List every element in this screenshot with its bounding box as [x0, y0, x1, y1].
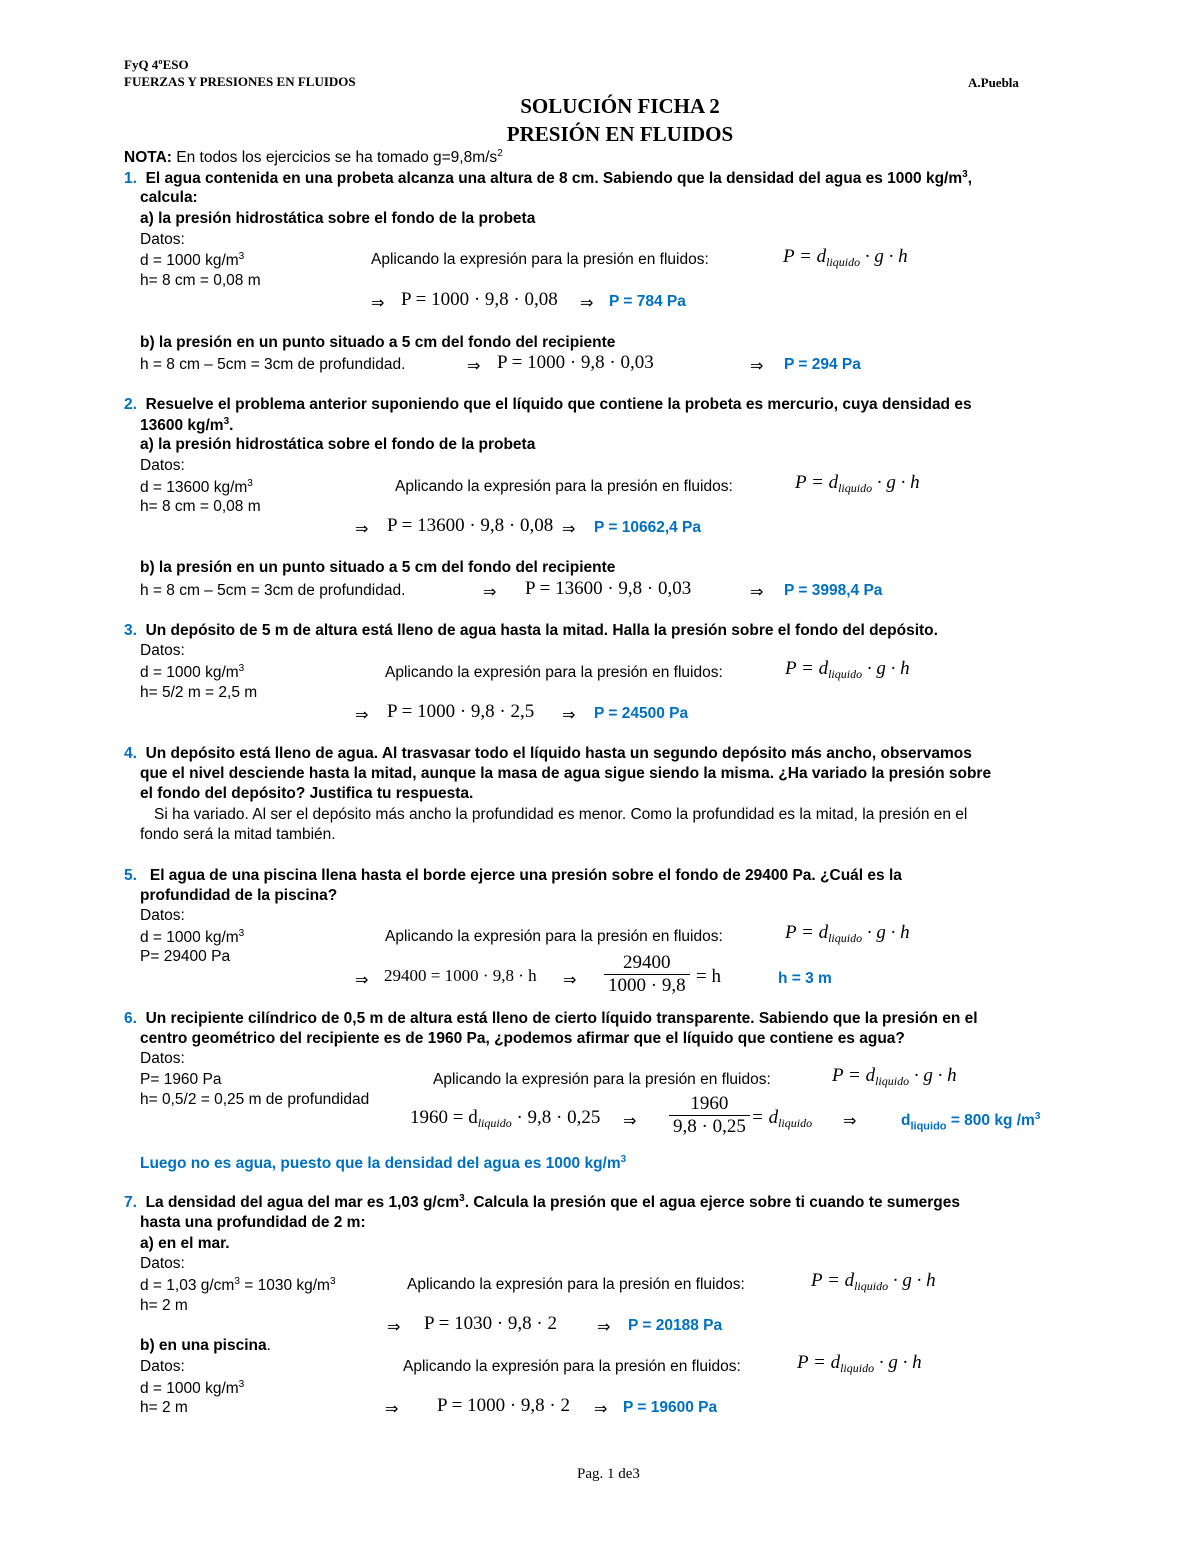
- ex7-question-cont: hasta una profundidad de 2 m:: [140, 1214, 366, 1231]
- ex6-fraction-result: = $d_{liquido}$: [751, 1107, 813, 1130]
- aplicando-text: Aplicando la expresión para la presión en fluidos:: [385, 664, 723, 681]
- ex7-b-label: b) en una piscina.: [140, 1337, 271, 1354]
- arrow-icon: ⇒: [371, 293, 385, 312]
- arrow-icon: ⇒: [355, 705, 369, 724]
- aplicando-text: Aplicando la expresión para la presión en fluidos:: [407, 1276, 745, 1293]
- arrow-icon: ⇒: [387, 1317, 401, 1336]
- author-label: A.Puebla: [968, 75, 1019, 90]
- formula: $P = d_{liquido} \cdot g \cdot h$: [795, 472, 920, 495]
- arrow-icon: ⇒: [843, 1111, 857, 1130]
- nota: NOTA: En todos los ejercicios se ha tomado $g=9,8m/s^2$: [124, 148, 503, 167]
- page-number: Pag. 1 de3: [577, 1466, 640, 1482]
- ex2-a-equation: P = 13600 · 9,8 · 0,08: [387, 515, 554, 536]
- arrow-icon: ⇒: [597, 1317, 611, 1336]
- ex6-question: 6. Un recipiente cilíndrico de 0,5 m de altura está lleno de cierto líquido transparente. Sabiendo que la presión en el: [124, 1010, 978, 1027]
- datos-label: Datos:: [140, 457, 185, 474]
- ex4-answer: Si ha variado. Al ser el depósito más ancho la profundidad es menor. Como la profundidad es la mitad, la presión en el: [154, 806, 968, 823]
- ex3-question: 3. Un depósito de 5 m de altura está lleno de agua hasta la mitad. Halla la presión sobre el fondo del depósito.: [124, 622, 938, 639]
- ex7-question: 7. La densidad del agua del mar es 1,03 $g/cm^3$. Calcula la presión que el agua ejerce sobre ti cuando te sumerges: [124, 1193, 961, 1212]
- ex6-result: $d_{liquido} = 800$ kg $/m^3$: [901, 1111, 1041, 1133]
- ex1-density: d = 1000 $kg/m^3$: [140, 251, 245, 270]
- datos-label: Datos:: [140, 1050, 185, 1067]
- ex5-equation: 29400 = 1000 · 9,8 · h: [384, 966, 537, 985]
- formula: $P = d_{liquido} \cdot g \cdot h$: [783, 246, 908, 269]
- ex1-question: 1. El agua contenida en una probeta alcanza una altura de 8 cm. Sabiendo que la densidad del agua es 1000 $kg/m^3$,: [124, 169, 973, 188]
- ex5-question-cont: profundidad de la piscina?: [140, 887, 338, 904]
- unit-label: FUERZAS Y PRESIONES EN FLUIDOS: [124, 74, 356, 89]
- arrow-icon: ⇒: [750, 582, 764, 601]
- formula: $P = d_{liquido} \cdot g \cdot h$: [785, 922, 910, 945]
- ex3-density: d = 1000 $kg/m^3$: [140, 663, 245, 682]
- ex2-b-label: b) la presión en un punto situado a 5 cm del fondo del recipiente: [140, 559, 616, 576]
- ex5-density: d = 1000 $kg/m^3$: [140, 928, 245, 947]
- ex5-pressure: P= 29400 Pa: [140, 948, 231, 965]
- arrow-icon: ⇒: [355, 519, 369, 538]
- arrow-icon: ⇒: [483, 582, 497, 601]
- ex4-question: 4. Un depósito está lleno de agua. Al trasvasar todo el líquido hasta un segundo depósito más ancho, observamos: [124, 745, 972, 762]
- ex6-equation: $1960 = d_{liquido} \cdot 9,8 \cdot 0,25$: [410, 1107, 601, 1130]
- ex2-b-result: P = 3998,4 Pa: [784, 582, 883, 599]
- ex1-question-cont: calcula:: [140, 189, 198, 206]
- aplicando-text: Aplicando la expresión para la presión en fluidos:: [433, 1071, 771, 1088]
- ex7-a-height: h= 2 m: [140, 1297, 188, 1314]
- arrow-icon: ⇒: [355, 970, 369, 989]
- formula: $P = d_{liquido} \cdot g \cdot h$: [811, 1270, 936, 1293]
- aplicando-text: Aplicando la expresión para la presión en fluidos:: [403, 1358, 741, 1375]
- ex6-height: h= 0,5/2 = 0,25 m de profundidad: [140, 1091, 370, 1108]
- datos-label: Datos:: [140, 907, 185, 924]
- ex2-b-equation: P = 13600 · 9,8 · 0,03: [525, 578, 692, 599]
- ex1-b-height: h = 8 cm – 5cm = 3cm de profundidad.: [140, 356, 406, 373]
- ex2-height: h= 8 cm = 0,08 m: [140, 498, 261, 515]
- ex2-question-cont: 13600 $kg/m^3$.: [140, 416, 234, 435]
- ex5-fraction-result: = h: [696, 966, 721, 987]
- page-subtitle: PRESIÓN EN FLUIDOS: [506, 122, 734, 146]
- ex5-question: 5. El agua de una piscina llena hasta el borde ejerce una presión sobre el fondo de 29400 Pa. ¿Cuál es la: [124, 867, 902, 884]
- ex2-question: 2. Resuelve el problema anterior suponiendo que el líquido que contiene la probeta es mercurio, cuya densidad es: [124, 396, 972, 413]
- arrow-icon: ⇒: [563, 970, 577, 989]
- ex4-question-cont: que el nivel desciende hasta la mitad, aunque la masa de agua sigue siendo la misma. ¿Ha variado la presión sobre: [140, 765, 992, 782]
- datos-label: Datos:: [140, 642, 185, 659]
- aplicando-text: Aplicando la expresión para la presión en fluidos:: [371, 251, 709, 268]
- ex1-b-result: P = 294 Pa: [784, 356, 861, 373]
- ex3-result: P = 24500 Pa: [594, 705, 689, 722]
- ex2-density: d = 13600 $kg/m^3$: [140, 478, 253, 497]
- ex1-height: h= 8 cm = 0,08 m: [140, 272, 261, 289]
- formula: $P = d_{liquido} \cdot g \cdot h$: [797, 1352, 922, 1375]
- arrow-icon: ⇒: [750, 356, 764, 375]
- datos-label: Datos:: [140, 1255, 185, 1272]
- ex1-b-label: b) la presión en un punto situado a 5 cm del fondo del recipiente: [140, 334, 616, 351]
- ex7-a-density: d = 1,03 $g/cm^3 = 1030$ $kg/m^3$: [140, 1276, 336, 1295]
- ex7-a-label: a) en el mar.: [140, 1235, 230, 1252]
- aplicando-text: Aplicando la expresión para la presión en fluidos:: [395, 478, 733, 495]
- datos-label: Datos:: [140, 1358, 185, 1375]
- ex7-a-equation: P = 1030 · 9,8 · 2: [424, 1313, 557, 1334]
- ex1-b-equation: P = 1000 · 9,8 · 0,03: [497, 352, 654, 373]
- ex1-a-label: a) la presión hidrostática sobre el fondo de la probeta: [140, 210, 536, 227]
- arrow-icon: ⇒: [580, 293, 594, 312]
- arrow-icon: ⇒: [562, 705, 576, 724]
- ex7-b-height: h= 2 m: [140, 1399, 188, 1416]
- arrow-icon: ⇒: [623, 1111, 637, 1130]
- ex3-equation: P = 1000 · 9,8 · 2,5: [387, 701, 535, 722]
- arrow-icon: ⇒: [594, 1399, 608, 1418]
- ex4-answer-cont: fondo será la mitad también.: [140, 826, 336, 843]
- ex6-fraction: $\frac{1960}{9,8 \cdot 0,25}$: [669, 1093, 750, 1138]
- ex6-conclusion: Luego no es agua, puesto que la densidad del agua es 1000 $kg/m^3$: [140, 1154, 627, 1173]
- aplicando-text: Aplicando la expresión para la presión en fluidos:: [385, 928, 723, 945]
- ex2-a-label: a) la presión hidrostática sobre el fondo de la probeta: [140, 436, 536, 453]
- ex3-height: h= 5/2 m = 2,5 m: [140, 684, 258, 701]
- ex7-b-result: P = 19600 Pa: [623, 1399, 718, 1416]
- ex6-pressure: P= 1960 Pa: [140, 1071, 222, 1088]
- ex6-question-cont: centro geométrico del recipiente es de 1960 Pa, ¿podemos afirmar que el líquido que contiene es agua?: [140, 1030, 905, 1047]
- ex5-result: h = 3 m: [778, 970, 832, 987]
- ex2-a-result: P = 10662,4 Pa: [594, 519, 702, 536]
- ex4-question-cont: el fondo del depósito? Justifica tu respuesta.: [140, 785, 474, 802]
- arrow-icon: ⇒: [467, 356, 481, 375]
- ex1-a-equation: P = 1000 · 9,8 · 0,08: [401, 289, 558, 310]
- page-title: SOLUCIÓN FICHA 2: [520, 94, 720, 118]
- formula: $P = d_{liquido} \cdot g \cdot h$: [785, 658, 910, 681]
- formula: $P = d_{liquido} \cdot g \cdot h$: [832, 1065, 957, 1088]
- ex7-b-density: d = 1000 $kg/m^3$: [140, 1379, 245, 1398]
- ex7-a-result: P = 20188 Pa: [628, 1317, 723, 1334]
- ex2-b-height: h = 8 cm – 5cm = 3cm de profundidad.: [140, 582, 406, 599]
- ex7-b-equation: P = 1000 · 9,8 · 2: [437, 1395, 570, 1416]
- arrow-icon: ⇒: [385, 1399, 399, 1418]
- course-label: FyQ 4ºESO: [124, 57, 189, 72]
- arrow-icon: ⇒: [562, 519, 576, 538]
- ex1-a-result: P = 784 Pa: [609, 293, 686, 310]
- ex5-fraction: $\frac{29400}{1000 \cdot 9,8}$: [604, 952, 690, 997]
- datos-label: Datos:: [140, 231, 185, 248]
